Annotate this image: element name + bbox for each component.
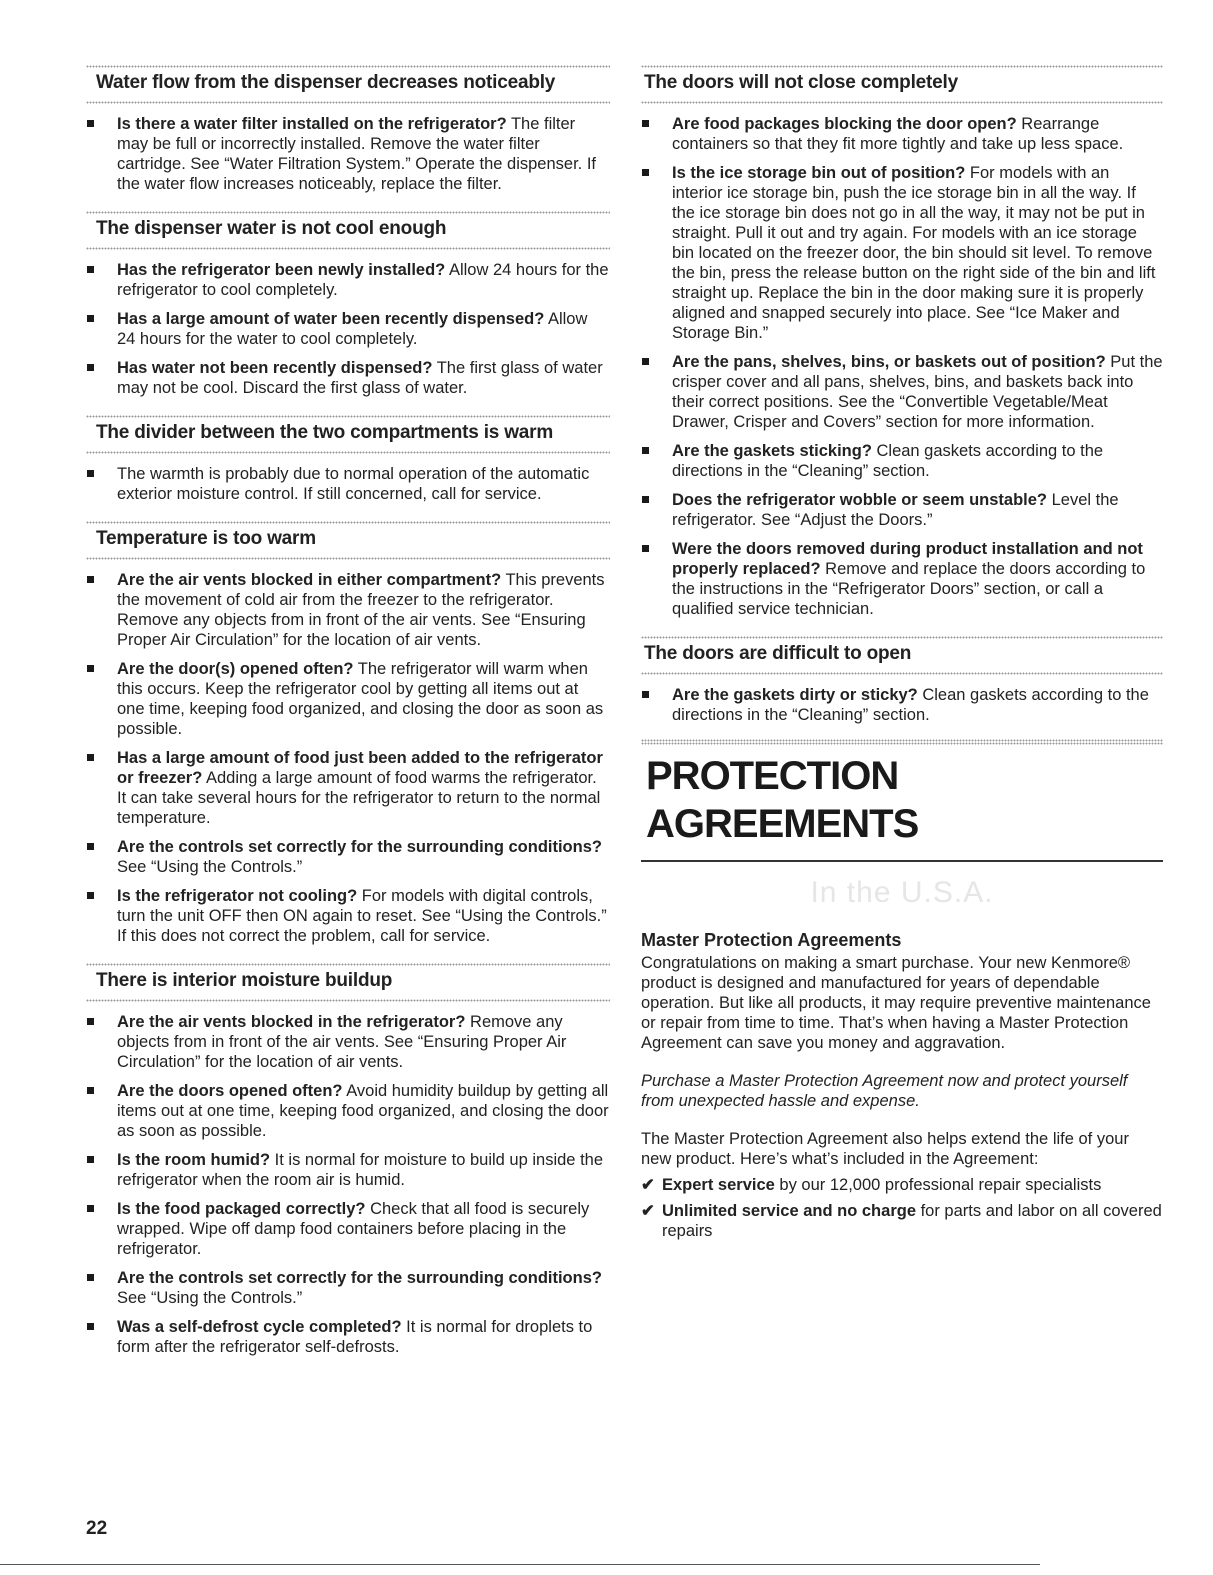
item-list <box>641 114 1163 619</box>
list-item <box>86 748 610 828</box>
item-question: Is there a water filter installed on the refrigerator? <box>117 115 507 133</box>
section-header <box>641 633 1163 675</box>
item-question: Are the gaskets sticking? <box>672 442 872 460</box>
item-answer: For models with an interior ice storage bin, push the ice storage bin in all the way. If the ice storage bin does not go in all the way, it may not be put in straight. Pull it out and try again. For models with an ice storage bin located on the freezer door, the bin should sit level. To remove the bin, press the release button on the right side of the bin and lift straight up. Replace the bin in the door making sure it is properly aligned and snapped securely into place. See “Ice Maker and Storage Bin.” <box>672 164 1156 342</box>
check-item <box>641 1175 1163 1195</box>
checkmark-icon: ✔ <box>641 1202 655 1220</box>
bottom-rule <box>0 1564 1040 1565</box>
item-answer: See “Using the Controls.” <box>117 1289 303 1307</box>
item-list <box>86 1012 610 1357</box>
list-item <box>86 1150 610 1190</box>
item-question: Are the air vents blocked in the refrigerator? <box>117 1013 466 1031</box>
title-rule <box>641 860 1163 862</box>
item-question: Is the ice storage bin out of position? <box>672 164 966 182</box>
check-text: for parts and labor on all covered repairs <box>662 1202 1162 1240</box>
section-doors-not-close <box>641 62 1163 619</box>
item-answer: Put the crisper cover and all pans, shelves, bins, and baskets back into their correct positions. See the “Convertible Vegetable/Meat Drawer, Crisper and Covers” section for more information. <box>672 353 1163 431</box>
list-item <box>641 490 1163 530</box>
checkmark-icon: ✔ <box>641 1176 655 1194</box>
section-header <box>86 518 610 560</box>
item-answer: Level the refrigerator. See “Adjust the Doors.” <box>672 491 1119 529</box>
list-item <box>86 1317 610 1357</box>
item-answer: Clean gaskets according to the directions in the “Cleaning” section. <box>672 442 1104 480</box>
section-water-flow <box>86 62 610 194</box>
list-item <box>86 114 610 194</box>
item-answer: For models with digital controls, turn the unit OFF then ON again to reset. See “Using the Controls.” If this does not correct the problem, call for service. <box>117 887 607 945</box>
item-answer: The filter may be full or incorrectly installed. Remove the water filter cartridge. See “Water Filtration System.” Operate the dispenser. If the water flow increases noticeably, replace the filter. <box>117 115 596 193</box>
list-item <box>641 352 1163 432</box>
protection-agreements <box>641 752 1163 1241</box>
item-question: Has a large amount of food just been added to the refrigerator or freezer? <box>117 749 603 787</box>
item-question: Is the food packaged correctly? <box>117 1200 366 1218</box>
section-temperature-warm <box>86 518 610 946</box>
list-item <box>86 1081 610 1141</box>
section-header <box>86 960 610 1002</box>
dotted-divider <box>641 739 1163 742</box>
item-answer: Avoid humidity buildup by getting all items out at one time, keeping food organized, and closing the door as soon as possible. <box>117 1082 609 1140</box>
item-question: Has the refrigerator been newly installed? <box>117 261 446 279</box>
item-answer: The warmth is probably due to normal operation of the automatic exterior moisture control. If still concerned, call for service. <box>117 465 590 503</box>
item-question: Are the pans, shelves, bins, or baskets out of position? <box>672 353 1106 371</box>
section-title: The doors are difficult to open <box>644 643 912 664</box>
section-title: Temperature is too warm <box>96 528 316 549</box>
item-answer: It is normal for moisture to build up inside the refrigerator when the room air is humid. <box>117 1151 604 1189</box>
item-answer: Allow 24 hours for the water to cool completely. <box>117 310 588 348</box>
protection-title: PROTECTION AGREEMENTS <box>646 754 919 846</box>
list-item <box>86 358 610 398</box>
item-question: Are the doors opened often? <box>117 1082 343 1100</box>
list-item <box>641 114 1163 154</box>
list-item <box>641 685 1163 725</box>
list-item <box>641 441 1163 481</box>
check-bold: Unlimited service and no charge <box>662 1202 916 1220</box>
item-answer: Check that all food is securely wrapped. Wipe off damp food containers before placing in the refrigerator. <box>117 1200 590 1258</box>
item-question: Was a self-defrost cycle completed? <box>117 1318 402 1336</box>
section-doors-difficult <box>641 633 1163 725</box>
item-question: Does the refrigerator wobble or seem unstable? <box>672 491 1048 509</box>
list-item <box>86 886 610 946</box>
left-column <box>86 62 610 1371</box>
item-question: Has a large amount of water been recently dispensed? <box>117 310 545 328</box>
right-column <box>641 62 1163 1241</box>
list-item <box>641 539 1163 619</box>
item-list <box>641 685 1163 725</box>
item-answer: Allow 24 hours for the refrigerator to cool completely. <box>117 261 609 299</box>
section-water-not-cool <box>86 208 610 398</box>
list-item <box>86 464 610 504</box>
section-title: The doors will not close completely <box>644 72 958 93</box>
check-item <box>641 1201 1163 1241</box>
section-title: The divider between the two compartments is warm <box>96 422 554 443</box>
item-list <box>86 570 610 946</box>
item-answer: Adding a large amount of food warms the refrigerator. It can take several hours for the refrigerator to return to the normal temperature. <box>117 769 601 827</box>
item-answer: See “Using the Controls.” <box>117 858 303 876</box>
item-question: Has water not been recently dispensed? <box>117 359 433 377</box>
item-list <box>86 464 610 504</box>
purchase-note: Purchase a Master Protection Agreement now and protect yourself from unexpected hassle and expense. <box>641 1072 1128 1110</box>
item-question: Are the controls set correctly for the surrounding conditions? <box>117 838 602 856</box>
item-answer: Remove any objects from in front of the air vents. See “Ensuring Proper Air Circulation” for the location of air vents. <box>117 1013 567 1071</box>
section-title: Water flow from the dispenser decreases noticeably <box>96 72 556 93</box>
section-header <box>86 208 610 250</box>
list-item <box>86 1012 610 1072</box>
item-question: Are the door(s) opened often? <box>117 660 354 678</box>
list-item <box>86 659 610 739</box>
section-header <box>86 62 610 104</box>
item-list <box>86 260 610 398</box>
item-list <box>86 114 610 194</box>
item-question: Are the controls set correctly for the surrounding conditions? <box>117 1269 602 1287</box>
item-answer: The first glass of water may not be cool. Discard the first glass of water. <box>117 359 603 397</box>
section-moisture-buildup <box>86 960 610 1357</box>
section-divider-warm <box>86 412 610 504</box>
item-question: Are food packages blocking the door open? <box>672 115 1017 133</box>
item-question: Were the doors removed during product installation and not properly replaced? <box>672 540 1143 578</box>
list-item <box>86 1199 610 1259</box>
section-header <box>641 62 1163 104</box>
intro-paragraph: Congratulations on making a smart purchase. Your new Kenmore® product is designed and manufactured for years of dependable operation. But like all products, it may require preventive maintenance or repair from time to time. That’s when having a Master Protection Agreement can save you money and aggravation. <box>641 954 1151 1052</box>
item-answer: Clean gaskets according to the directions in the “Cleaning” section. <box>672 686 1149 724</box>
region-label: In the U.S.A. <box>810 876 994 909</box>
item-answer: Remove and replace the doors according to the instructions in the “Refrigerator Doors” section, or call a qualified service technician. <box>672 560 1146 618</box>
item-question: Is the room humid? <box>117 1151 271 1169</box>
check-text: by our 12,000 professional repair specialists <box>774 1176 1102 1194</box>
agreement-paragraph: The Master Protection Agreement also helps extend the life of your new product. Here’s what’s included in the Agreement: <box>641 1130 1129 1168</box>
section-title: There is interior moisture buildup <box>96 970 393 991</box>
page-number: 22 <box>86 1518 108 1539</box>
list-item <box>86 309 610 349</box>
item-question: Are the air vents blocked in either compartment? <box>117 571 502 589</box>
item-answer: It is normal for droplets to form after the refrigerator self-defrosts. <box>117 1318 593 1356</box>
item-answer: Rearrange containers so that they fit more tightly and take up less space. <box>672 115 1124 153</box>
item-answer: The refrigerator will warm when this occurs. Keep the refrigerator cool by getting all items out at one time, keeping food organized, and closing the door as soon as possible. <box>117 660 604 738</box>
section-header <box>86 412 610 454</box>
list-item <box>86 1268 610 1308</box>
list-item <box>86 260 610 300</box>
item-question: Are the gaskets dirty or sticky? <box>672 686 918 704</box>
check-bold: Expert service <box>662 1176 775 1194</box>
master-protection-heading: Master Protection Agreements <box>641 930 902 950</box>
item-answer: This prevents the movement of cold air from the freezer to the refrigerator. Remove any objects from in front of the air vents. See “Ensuring Proper Air Circulation” for the location of air vents. <box>117 571 605 649</box>
item-question: Is the refrigerator not cooling? <box>117 887 358 905</box>
section-title: The dispenser water is not cool enough <box>96 218 447 239</box>
list-item <box>86 837 610 877</box>
list-item <box>641 163 1163 343</box>
list-item <box>86 570 610 650</box>
